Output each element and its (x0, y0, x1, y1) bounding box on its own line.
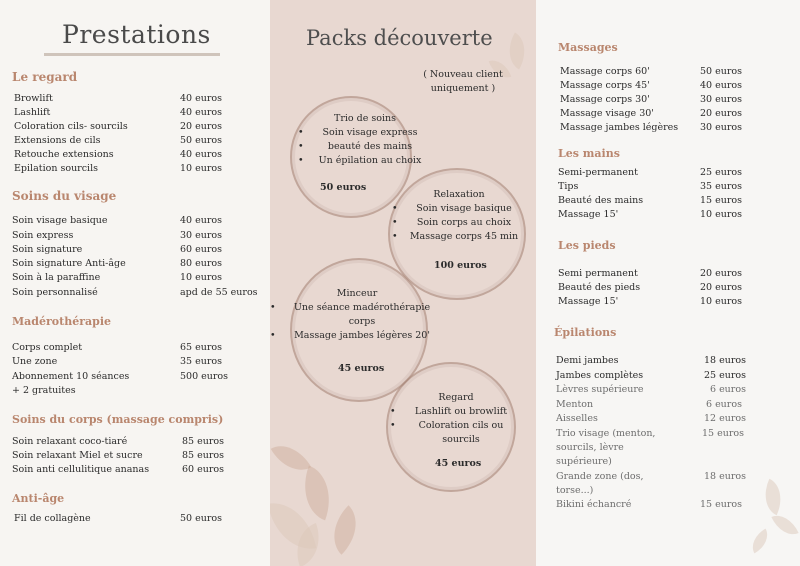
pack-price: 45 euros (338, 363, 385, 374)
pack-item: • Soin visage basique (394, 202, 524, 216)
section-title-le-regard: Le regard (12, 70, 78, 84)
section-title-les-pieds: Les pieds (558, 239, 616, 252)
prestations-column: Prestations Le regard Browlift 40 euros Lashlift 40 euros Coloration cils- sourcils 20 euros Extensions de cils 50 euros Retouche extensions 40 euros Epilation sourcils 10 euros Soins du visage Soin visage basique 40 euros Soin express 30 euros Soin signature 60 euros Soin signature Anti-âge 80 euros Soin à la paraffine 10 euros Soin personnalisé apd de 55 euros Madérothérapie Corps complet 65 euros Une zone 35 euros Abonnement 10 séances 500 euros + 2 gratuites Soins du corps (massage compris) Soin relaxant coco-tiaré 85 euros Soin relaxant Miel et sucre 85 euros Soin anti cellulitique ananas 60 euros Anti-âge Fil de collagène 50 euros (0, 0, 270, 566)
section-title-massages: Massages (558, 41, 618, 54)
page-title: Prestations (62, 20, 211, 49)
pack-price: 100 euros (434, 260, 487, 271)
leaf-decoration (271, 436, 312, 480)
packs-column (270, 0, 536, 566)
pack-trio-de-soins (300, 112, 430, 168)
pack-name: Trio de soins (333, 113, 396, 124)
section-title-les-mains: Les mains (558, 147, 620, 160)
pack-relaxation (394, 188, 524, 244)
packs-title: Packs découverte (306, 26, 493, 50)
section-title-soins-du-corps: Soins du corps (massage compris) (12, 413, 224, 426)
pack-name: Regard (438, 392, 474, 403)
section-title-epilations: Épilations (554, 326, 617, 339)
pack-price: 50 euros (320, 182, 367, 193)
section-title-anti-age: Anti-âge (12, 492, 65, 505)
pack-item: • Massage jambes légères 20' (272, 329, 442, 343)
new-client-note: ( Nouveau client uniquement ) (423, 69, 503, 94)
leaf-decoration (500, 33, 534, 70)
pack-minceur (272, 287, 442, 343)
pack-price: 45 euros (435, 458, 482, 469)
pack-item: • Soin visage express (300, 126, 430, 140)
pack-item: • Un épilation au choix (300, 154, 430, 168)
services-column: Massages Massage corps 60' 50 euros Massage corps 45' 40 euros Massage corps 30' 30 euros Massage visage 30' 20 euros Massage jambes légères 30 euros Les mains Semi-permanent 25 euros Tips 35 euros Beauté des mains 15 euros Massage 15' 10 euros Les pieds Semi permanent 20 euros Beauté des pieds 20 euros Massage 15' 10 euros Épilations Demi jambes 18 euros Jambes complètes 25 euros Lèvres supérieure 6 euros Menton 6 euros Aisselles 12 euros Trio visage (menton, sourcils, lèvre supérieure) 15 euros Grande zone (dos, torse...) 18 euros Bikini échancré 15 euros (536, 0, 800, 566)
pack-regard (392, 391, 520, 447)
pack-item: • Soin corps au choix (394, 216, 524, 230)
leaf-decoration (293, 466, 341, 521)
leaf-decoration (746, 529, 773, 554)
pack-name: Relaxation (433, 189, 485, 200)
leaf-decoration (320, 505, 369, 554)
pack-item: • Coloration cils ou sourcils (392, 419, 520, 447)
pack-item: • Lashlift ou browlift (392, 405, 520, 419)
leaf-decoration (757, 479, 790, 515)
pack-item: • beauté des mains (300, 140, 430, 154)
section-title-soins-du-visage: Soins du visage (12, 189, 117, 203)
pack-item: • Massage corps 45 min (394, 230, 524, 244)
title-underline (44, 53, 220, 56)
pack-name: Minceur (336, 288, 378, 299)
pack-item: • Une séance madérothérapie corps (272, 301, 442, 329)
section-title-maderotherapie: Madérothérapie (12, 315, 111, 328)
